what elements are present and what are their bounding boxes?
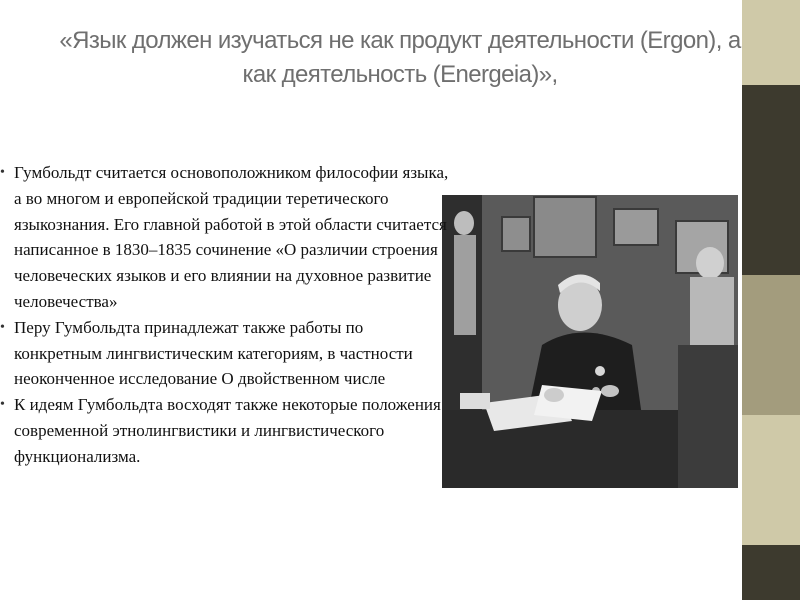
portrait-image — [442, 195, 738, 488]
slide-title — [40, 24, 760, 92]
list-item — [0, 392, 450, 469]
list-item — [0, 160, 450, 315]
list-item — [0, 315, 450, 392]
bullet-marker: • — [0, 165, 5, 180]
bullet-text: Гумбольдт считается основоположником философии языка, а во многом и европейской традиции теретического языкознания. Его главной работой в этой области считается написанное в 1830–1835 сочинение «О различии строения человеческих языков и его влиянии на духовное развитие человечества» — [14, 163, 449, 311]
slide-title-line-1: «Язык должен изучаться не как продукт деятельности (Ergon), а — [59, 27, 741, 54]
bullet-marker: • — [0, 319, 5, 335]
bullet-marker: • — [0, 397, 5, 413]
slide-title-line-2: как деятельность (Energeia)», — [242, 61, 558, 88]
bullet-text: Перу Гумбольдта принадлежат также работы по конкретным лингвистическим категориям, в частности неоконченное исследование О двойственном числе — [14, 317, 413, 389]
bullet-text: К идеям Гумбольдта восходят также некоторые положения современной этнолингвистики и лингвистического функционализма. — [14, 395, 441, 466]
bullet-list — [0, 160, 450, 470]
